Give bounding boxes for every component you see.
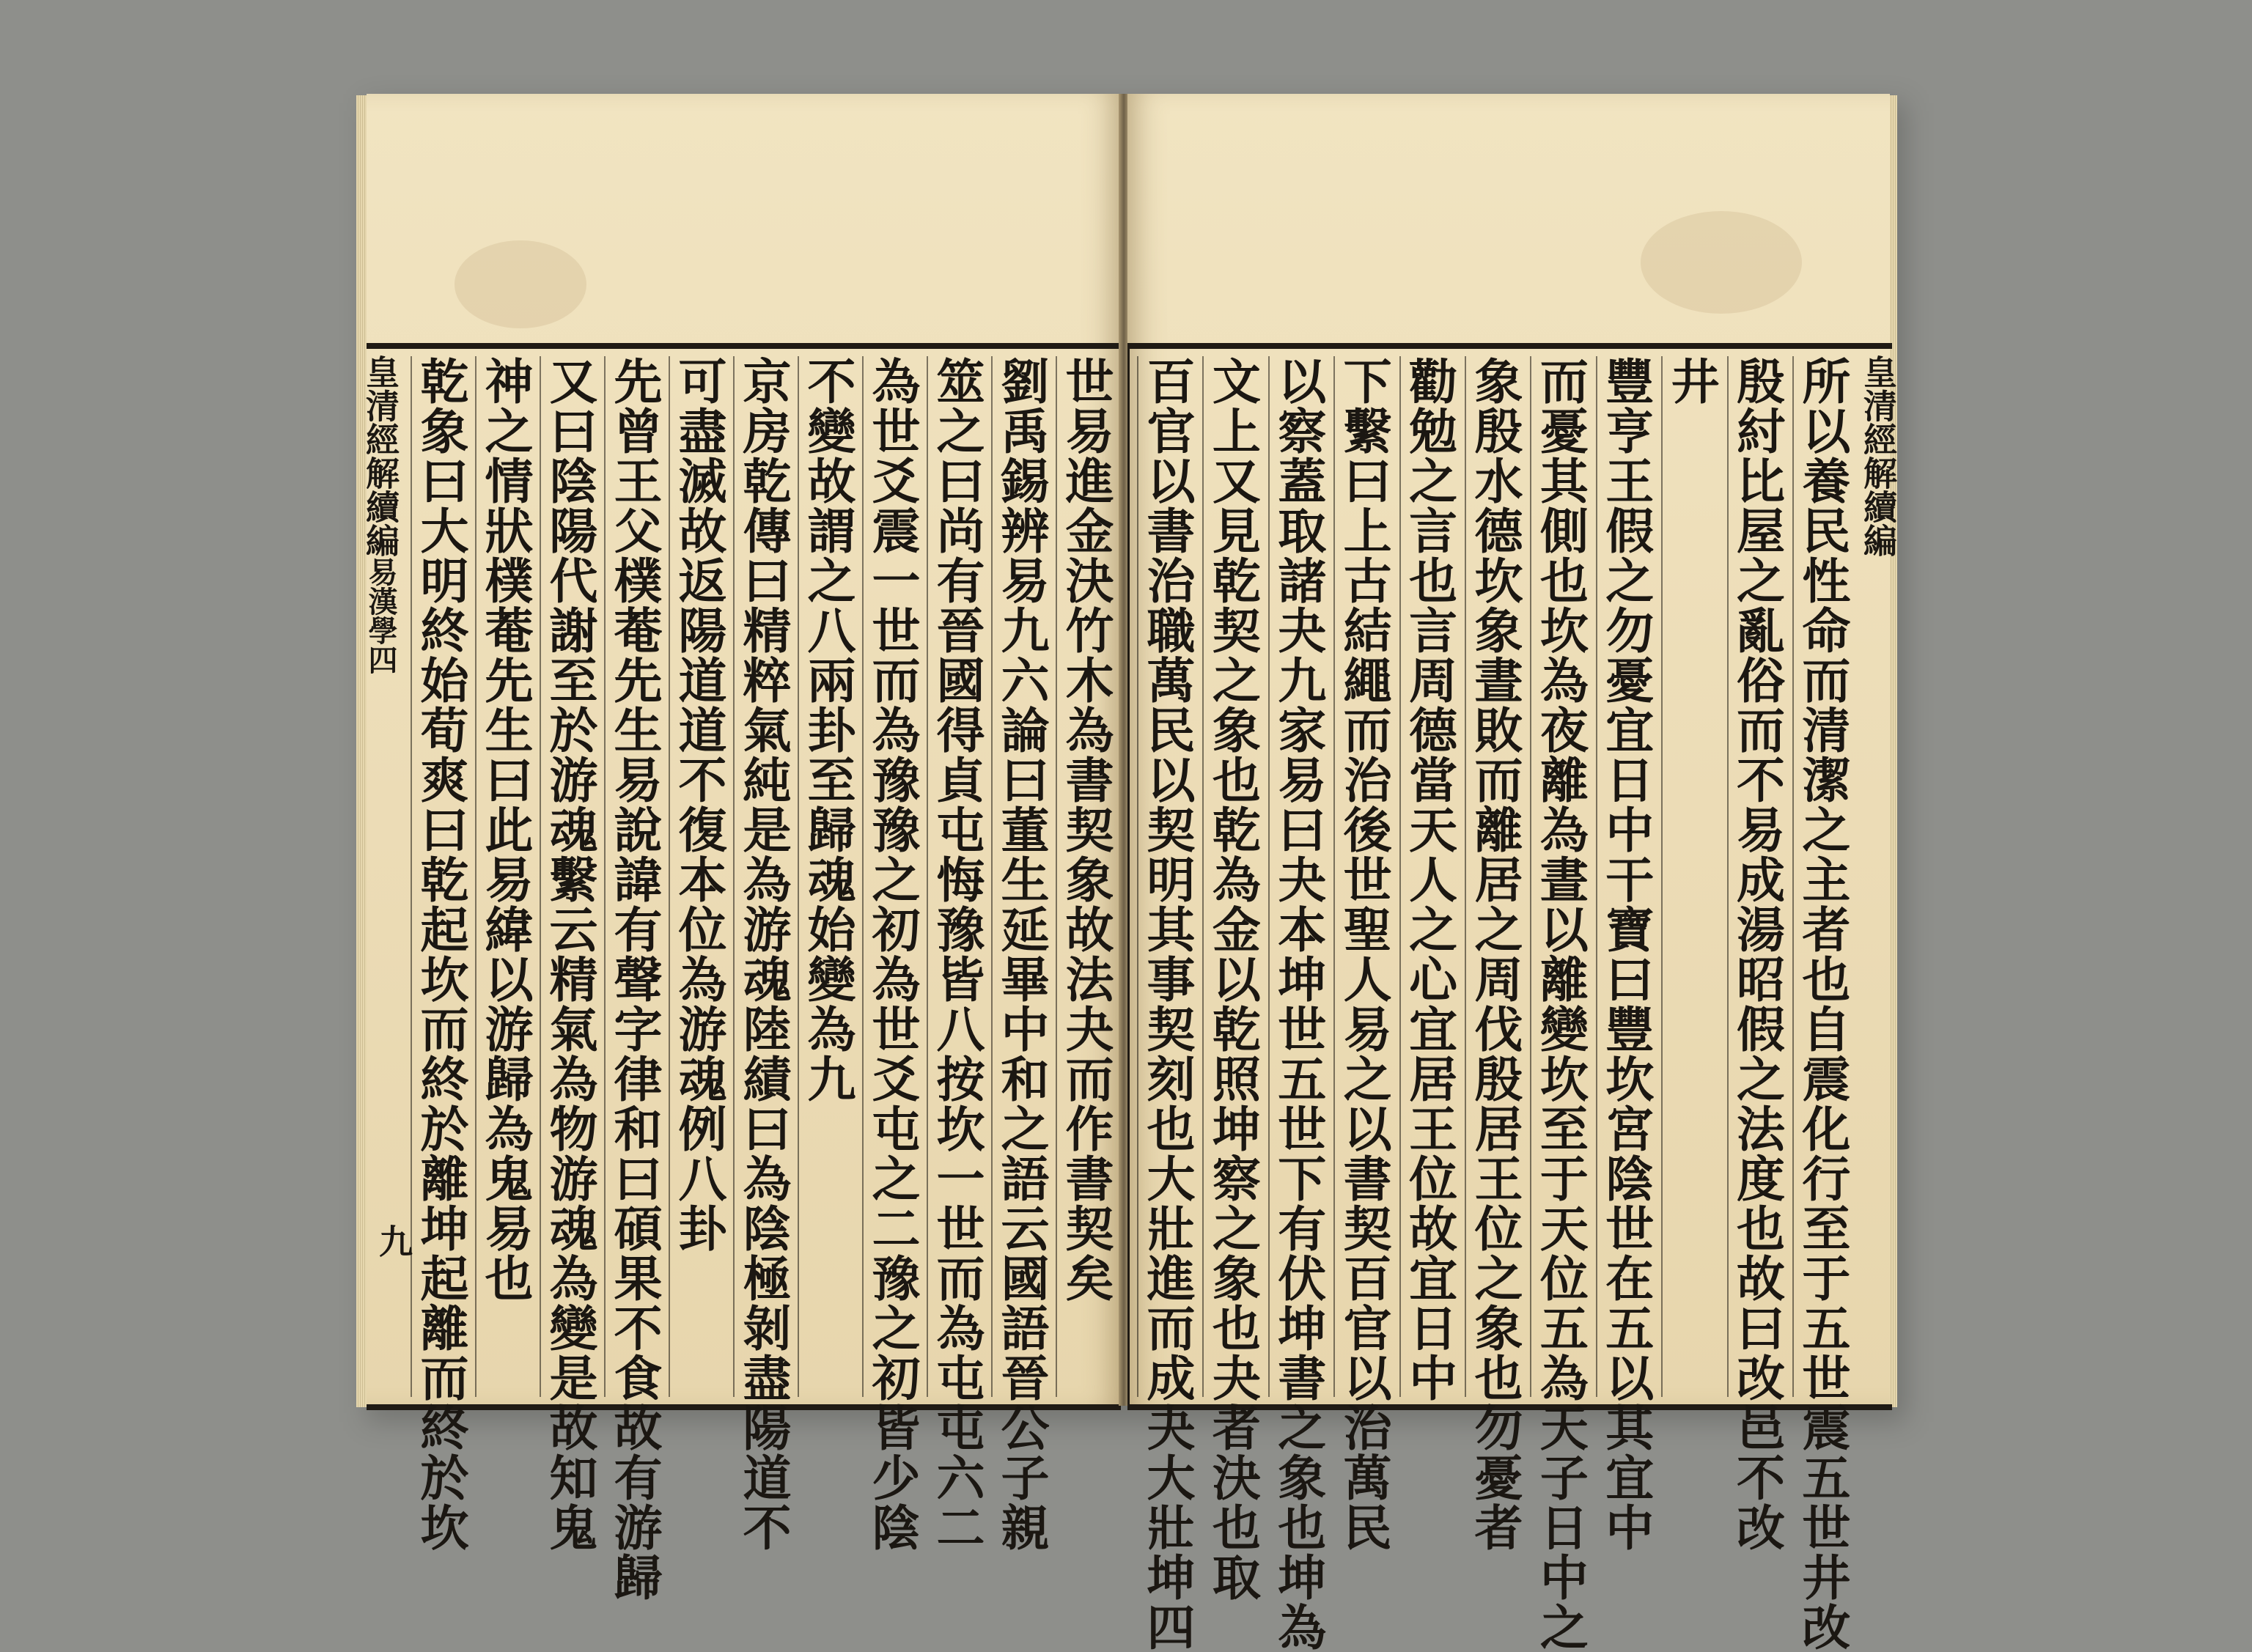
text-column: 所以養民性命而清潔之主者也自震化行至于五世震五世井改: [1793, 356, 1851, 1652]
text-column: 乾象曰大明終始荀爽曰乾起坎而終於離坤起離而終於坎: [412, 356, 469, 1552]
text-column: 井: [1661, 356, 1717, 1397]
text-column: 可盡滅故返陽道道不復本位為游魂例八卦: [669, 356, 724, 1397]
text-column: 殷紂比屋之亂俗而不易成湯昭假之法度也故曰改邑不改: [1728, 356, 1786, 1552]
text-column: 世易進金決竹木為書契象故法夬而作書契矣: [1056, 356, 1111, 1397]
left-page: [361, 94, 1120, 1602]
right-text-frame: [1127, 343, 1898, 1652]
text-column: 京房乾傳曰精粹氣純是為游魂陸績曰為陰極剝盡陽道不: [735, 356, 792, 1552]
centerfold-section: 易漢學四: [364, 557, 398, 674]
left-text-frame: [361, 343, 1121, 1602]
text-column: 下繫曰上古結繩而治後世聖人易之以書契百官以治萬民: [1335, 356, 1393, 1552]
centerfold-title: 皇清經解續編: [1858, 355, 1898, 557]
right-centerfold-label: [1860, 355, 1896, 557]
text-column: 先曾王父樸菴先生易說諱有聲字律和曰碩果不食故有游歸: [606, 356, 663, 1602]
text-column: 百官以書治職萬民以契明其事契刻也大壯進而成夬大壯坤四: [1138, 356, 1196, 1652]
text-column: 為世爻震一世而為豫豫之初為世爻屯之二豫之初皆少陰: [864, 356, 921, 1552]
text-column: 劉禹錫辨易九六論曰董生延畢中和之語云國語晉公子親: [993, 356, 1050, 1552]
text-column: 又曰陰陽代謝至於游魂繫云精氣為物游魂為變是故知鬼: [541, 356, 598, 1552]
text-column: 勸勉之言也言周德當天人之心宜居王位故宜日中: [1400, 356, 1458, 1403]
text-column: 象殷水德坎象晝敗而離居之周伐殷居王位之象也勿憂者: [1465, 356, 1523, 1552]
paper-stain: [1641, 211, 1802, 314]
paper-stain: [455, 240, 586, 328]
text-column: 豐亨王假之勿憂宜日中干寶曰豐坎宮陰世在五以其宜中: [1597, 356, 1655, 1552]
right-text-columns: [1137, 356, 1851, 1652]
text-column: 不變故謂之八兩卦至歸魂始變為九: [798, 356, 853, 1397]
right-page: [1127, 94, 1898, 1652]
text-column: 而憂其側也坎為夜離為晝以離變坎至于天位五為天子日中之: [1531, 356, 1589, 1652]
left-page-edges: [356, 95, 367, 1407]
left-centerfold-label: [362, 355, 399, 674]
centerfold-title: 皇清經解續編: [361, 355, 400, 557]
text-column: 以察蓋取諸夬九家易曰夬本坤世五世下有伏坤書之象也坤為: [1269, 356, 1327, 1652]
text-column: 文上又見乾契之象也乾為金以乾照坤察之象也夬者決也取: [1204, 356, 1262, 1602]
text-column: 筮之曰尚有晉國得貞屯悔豫皆八按坎一世而為屯屯六二: [928, 356, 985, 1552]
folio-number: 九: [374, 1224, 413, 1258]
text-column: 神之情狀樸菴先生曰此易緯以游歸為鬼易也: [475, 356, 531, 1397]
left-text-columns: [411, 356, 1114, 1602]
